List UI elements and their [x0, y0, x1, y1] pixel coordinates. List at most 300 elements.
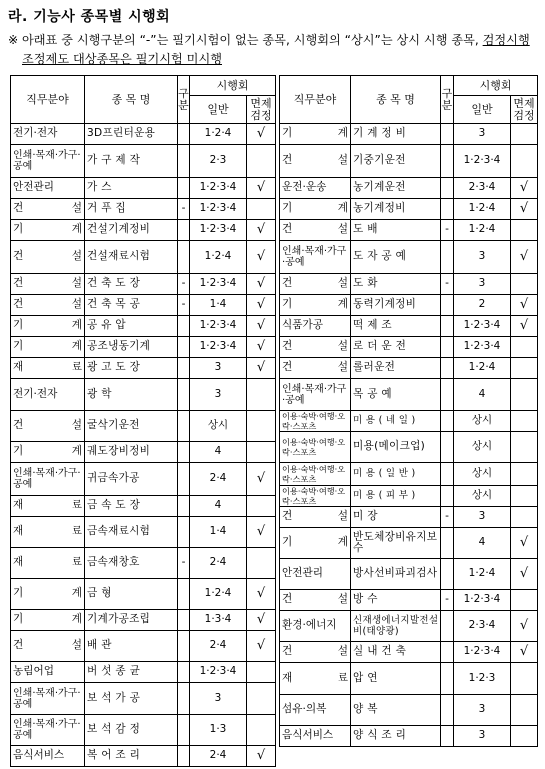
schedule-cell: 1·2·3·4: [190, 178, 247, 199]
item-cell: 떡 제 조: [351, 316, 441, 337]
schedule-cell: 상시: [454, 486, 511, 507]
field-cell: 이용·숙박·여행·오락·스포츠: [280, 463, 351, 486]
field-cell: 기 계: [11, 579, 85, 610]
table-row: [11, 715, 276, 746]
note-underlined-text: 검정시행 조정제도 대상종목은 필기시험 미시행: [22, 33, 530, 66]
schedule-cell: 2·3: [190, 145, 247, 178]
exempt-check-cell: [247, 548, 276, 579]
field-cell: 음식서비스: [11, 746, 85, 767]
exempt-check-cell: √: [247, 241, 276, 274]
field-cell: 기 계: [280, 199, 351, 220]
item-cell: 실 내 건 축: [351, 642, 441, 663]
table-row: [11, 517, 276, 548]
header-division: 구분: [441, 76, 454, 124]
division-cell: [178, 241, 190, 274]
table-row: [11, 610, 276, 631]
exempt-check-cell: √: [247, 358, 276, 379]
field-cell: 안전관리: [11, 178, 85, 199]
table-row: [11, 631, 276, 662]
schedule-cell: 4: [190, 442, 247, 463]
item-cell: 농기계운전: [351, 178, 441, 199]
schedule-cell: 1·2·4: [190, 124, 247, 145]
schedule-cell: 4: [190, 496, 247, 517]
exempt-check-cell: [511, 358, 538, 379]
table-row: [280, 337, 538, 358]
exempt-check-cell: [511, 411, 538, 432]
division-cell: [178, 715, 190, 746]
division-cell: [178, 124, 190, 145]
header-field: 직무분야: [11, 76, 85, 124]
table-row: [11, 662, 276, 683]
division-cell: [441, 337, 454, 358]
item-cell: 기 계 정 비: [351, 124, 441, 145]
item-cell: 가 스: [85, 178, 178, 199]
exempt-check-cell: [247, 683, 276, 715]
division-cell: [178, 337, 190, 358]
schedule-cell: 1·3·4: [190, 610, 247, 631]
exempt-check-cell: [511, 695, 538, 726]
table-row: [280, 611, 538, 642]
table-row: [280, 178, 538, 199]
schedule-cell: 1·2·3·4: [190, 274, 247, 295]
exempt-check-cell: √: [247, 631, 276, 662]
table-row: [11, 220, 276, 241]
item-cell: 압 연: [351, 663, 441, 695]
exempt-check-cell: √: [247, 463, 276, 496]
field-cell: 건 설: [11, 199, 85, 220]
division-cell: [178, 517, 190, 548]
division-cell: [441, 695, 454, 726]
schedule-cell: 1·2·4: [454, 559, 511, 590]
field-cell: 인쇄·목재·가구·공예: [11, 145, 85, 178]
table-row: [11, 199, 276, 220]
exempt-check-cell: √: [247, 610, 276, 631]
exempt-check-cell: [247, 662, 276, 683]
schedule-cell: 3: [454, 726, 511, 747]
exempt-check-cell: √: [247, 517, 276, 548]
exempt-check-cell: √: [247, 178, 276, 199]
field-cell: 건 설: [11, 295, 85, 316]
division-cell: [441, 432, 454, 463]
schedule-cell: 상시: [454, 432, 511, 463]
schedule-cell: 1·2·3·4: [190, 337, 247, 358]
item-cell: 로 더 운 전: [351, 337, 441, 358]
field-cell: 재 료: [11, 358, 85, 379]
field-cell: 기 계: [11, 316, 85, 337]
header-division: 구분: [178, 76, 190, 124]
table-row: [280, 358, 538, 379]
field-cell: 재 료: [11, 496, 85, 517]
division-cell: [441, 611, 454, 642]
table-row: [280, 220, 538, 241]
field-cell: 전기·전자: [11, 124, 85, 145]
schedule-cell: 1·2·3: [454, 663, 511, 695]
division-cell: [441, 726, 454, 747]
field-cell: 건 설: [280, 274, 351, 295]
schedule-cell: 상시: [190, 411, 247, 442]
right-table-body: [280, 124, 538, 747]
note-text: 아래표 중 시행구분의 “-”는 필기시험이 없는 종목, 시행회의 “상시”는 상시 시행 종목,: [22, 33, 483, 47]
division-cell: [441, 241, 454, 274]
division-cell: [441, 528, 454, 559]
field-cell: 건 설: [280, 220, 351, 241]
division-cell: -: [178, 548, 190, 579]
exempt-check-cell: [511, 220, 538, 241]
division-cell: [178, 463, 190, 496]
item-cell: 양 복: [351, 695, 441, 726]
schedule-cell: 1·2·4: [454, 220, 511, 241]
item-cell: 공 유 압: [85, 316, 178, 337]
schedule-cell: 2·4: [190, 463, 247, 496]
division-cell: [178, 358, 190, 379]
exempt-check-cell: √: [247, 220, 276, 241]
division-cell: [441, 178, 454, 199]
item-cell: 공조냉동기계: [85, 337, 178, 358]
schedule-cell: 1·2·3·4: [190, 316, 247, 337]
exempt-check-cell: √: [511, 178, 538, 199]
field-cell: 기 계: [280, 124, 351, 145]
schedule-cell: 2·4: [190, 746, 247, 767]
item-cell: 미용(메이크업): [351, 432, 441, 463]
item-cell: 기계가공조립: [85, 610, 178, 631]
schedule-cell: 4: [454, 379, 511, 411]
field-cell: 기 계: [11, 610, 85, 631]
item-cell: 건설기계정비: [85, 220, 178, 241]
table-row: [280, 274, 538, 295]
exempt-check-cell: √: [511, 295, 538, 316]
item-cell: 방사선비파괴검사: [351, 559, 441, 590]
division-cell: [441, 358, 454, 379]
field-cell: 건 설: [280, 145, 351, 178]
table-row: [280, 507, 538, 528]
schedule-cell: 상시: [454, 463, 511, 486]
table-row: [280, 145, 538, 178]
field-cell: 환경·에너지: [280, 611, 351, 642]
table-row: [11, 124, 276, 145]
item-cell: 굴삭기운전: [85, 411, 178, 442]
division-cell: [178, 662, 190, 683]
item-cell: 광 고 도 장: [85, 358, 178, 379]
exempt-check-cell: √: [247, 579, 276, 610]
table-row: [280, 695, 538, 726]
table-row: [11, 337, 276, 358]
schedule-cell: 3: [454, 241, 511, 274]
exempt-check-cell: √: [247, 274, 276, 295]
division-cell: [178, 379, 190, 411]
table-row: [11, 746, 276, 767]
item-cell: 가 구 제 작: [85, 145, 178, 178]
item-cell: 롤러운전: [351, 358, 441, 379]
field-cell: 인쇄·목재·가구·공예: [280, 241, 351, 274]
exempt-check-cell: [247, 442, 276, 463]
schedule-cell: 2·3·4: [454, 611, 511, 642]
exempt-check-cell: √: [511, 611, 538, 642]
item-cell: 건 축 목 공: [85, 295, 178, 316]
exempt-check-cell: [247, 379, 276, 411]
field-cell: 기 계: [11, 220, 85, 241]
table-row: [11, 379, 276, 411]
division-cell: [178, 746, 190, 767]
exempt-check-cell: [511, 590, 538, 611]
schedule-cell: 4: [454, 528, 511, 559]
exempt-check-cell: [247, 411, 276, 442]
header-general: 일반: [454, 96, 511, 124]
field-cell: 전기·전자: [11, 379, 85, 411]
schedule-cell: 1·3: [190, 715, 247, 746]
header-field: 직무분야: [280, 76, 351, 124]
table-row: [11, 548, 276, 579]
schedule-cell: 1·2·4: [454, 358, 511, 379]
table-row: [11, 579, 276, 610]
field-cell: 이용·숙박·여행·오락·스포츠: [280, 486, 351, 507]
item-cell: 농기계정비: [351, 199, 441, 220]
field-cell: 재 료: [11, 548, 85, 579]
item-cell: 궤도장비정비: [85, 442, 178, 463]
table-row: [11, 683, 276, 715]
item-cell: 도 배: [351, 220, 441, 241]
table-row: [280, 316, 538, 337]
division-cell: [178, 442, 190, 463]
field-cell: 건 설: [11, 274, 85, 295]
schedule-cell: 3: [190, 379, 247, 411]
item-cell: 건설재료시험: [85, 241, 178, 274]
schedule-cell: 3: [190, 683, 247, 715]
header-item: 종 목 명: [85, 76, 178, 124]
division-cell: [178, 610, 190, 631]
item-cell: 신재생에너지발전설비(태양광): [351, 611, 441, 642]
item-cell: 도 화: [351, 274, 441, 295]
exempt-check-cell: [511, 379, 538, 411]
exempt-check-cell: √: [511, 559, 538, 590]
field-cell: 재 료: [280, 663, 351, 695]
exempt-check-cell: [511, 486, 538, 507]
schedule-cell: 1·2·4: [190, 241, 247, 274]
table-row: [11, 241, 276, 274]
schedule-cell: 3: [454, 274, 511, 295]
field-cell: 건 설: [11, 241, 85, 274]
schedule-cell: 1·2·3·4: [454, 316, 511, 337]
field-cell: 섬유·의복: [280, 695, 351, 726]
section-title: 라. 기능사 종목별 시행회: [8, 9, 171, 25]
division-cell: [441, 295, 454, 316]
exempt-check-cell: [511, 463, 538, 486]
schedule-cell: 1·4: [190, 517, 247, 548]
field-cell: 식품가공: [280, 316, 351, 337]
item-cell: 복 어 조 리: [85, 746, 178, 767]
division-cell: -: [441, 220, 454, 241]
field-cell: 재 료: [11, 517, 85, 548]
schedule-cell: 1·2·3·4: [190, 662, 247, 683]
field-cell: 건 설: [11, 411, 85, 442]
item-cell: 거 푸 집: [85, 199, 178, 220]
item-cell: 미 용 ( 피 부 ): [351, 486, 441, 507]
division-cell: -: [441, 507, 454, 528]
division-cell: [441, 486, 454, 507]
table-row: [280, 432, 538, 463]
table-row: [280, 411, 538, 432]
table-row: [280, 528, 538, 559]
table-row: [11, 358, 276, 379]
header-item: 종 목 명: [351, 76, 441, 124]
item-cell: 기중기운전: [351, 145, 441, 178]
item-cell: 방 수: [351, 590, 441, 611]
division-cell: -: [441, 274, 454, 295]
field-cell: 운전·운송: [280, 178, 351, 199]
table-row: [11, 442, 276, 463]
division-cell: [178, 220, 190, 241]
division-cell: [441, 124, 454, 145]
item-cell: 목 공 예: [351, 379, 441, 411]
division-cell: [441, 316, 454, 337]
field-cell: 건 설: [280, 642, 351, 663]
schedule-cell: 상시: [454, 411, 511, 432]
division-cell: [441, 145, 454, 178]
division-cell: [178, 579, 190, 610]
exempt-check-cell: [511, 124, 538, 145]
schedule-cell: 2·4: [190, 548, 247, 579]
schedule-cell: 3: [454, 507, 511, 528]
field-cell: 음식서비스: [280, 726, 351, 747]
item-cell: 3D프린터운용: [85, 124, 178, 145]
division-cell: [178, 496, 190, 517]
exempt-check-cell: √: [511, 199, 538, 220]
division-cell: [178, 178, 190, 199]
table-row: [280, 726, 538, 747]
table-row: [280, 486, 538, 507]
item-cell: 금속재창호: [85, 548, 178, 579]
field-cell: 기 계: [280, 295, 351, 316]
left-table-body: [11, 124, 276, 767]
table-row: [11, 463, 276, 496]
table-row: [11, 295, 276, 316]
exempt-check-cell: [511, 432, 538, 463]
exempt-check-cell: [511, 726, 538, 747]
division-cell: [441, 379, 454, 411]
exempt-check-cell: √: [511, 316, 538, 337]
division-cell: [441, 199, 454, 220]
exempt-check-cell: [247, 715, 276, 746]
table-row: [11, 496, 276, 517]
schedule-cell: 2·3·4: [454, 178, 511, 199]
schedule-cell: 1·4: [190, 295, 247, 316]
exempt-check-cell: √: [247, 316, 276, 337]
header-exempt: 면제검정: [247, 96, 276, 124]
header-schedule: 시행회: [454, 76, 538, 96]
exempt-check-cell: [511, 507, 538, 528]
division-cell: [178, 631, 190, 662]
schedule-cell: 1·2·3·4: [454, 642, 511, 663]
field-cell: 이용·숙박·여행·오락·스포츠: [280, 432, 351, 463]
table-row: [280, 590, 538, 611]
exempt-check-cell: [511, 337, 538, 358]
division-cell: [441, 411, 454, 432]
item-cell: 건 축 도 장: [85, 274, 178, 295]
exempt-check-cell: [247, 199, 276, 220]
table-row: [280, 642, 538, 663]
schedule-cell: 3: [190, 358, 247, 379]
exempt-check-cell: √: [247, 337, 276, 358]
item-cell: 보 석 가 공: [85, 683, 178, 715]
exempt-check-cell: [511, 145, 538, 178]
table-note: [8, 31, 540, 69]
table-row: [280, 463, 538, 486]
table-row: [280, 199, 538, 220]
table-row: [280, 559, 538, 590]
header-general: 일반: [190, 96, 247, 124]
division-cell: [178, 316, 190, 337]
exempt-check-cell: √: [511, 241, 538, 274]
item-cell: 금속재료시험: [85, 517, 178, 548]
schedule-cell: 1·2·4: [190, 579, 247, 610]
division-cell: [178, 145, 190, 178]
division-cell: -: [178, 274, 190, 295]
table-row: [280, 663, 538, 695]
table-row: [11, 145, 276, 178]
division-cell: [178, 683, 190, 715]
field-cell: 건 설: [280, 590, 351, 611]
table-row: [11, 178, 276, 199]
item-cell: 양 식 조 리: [351, 726, 441, 747]
table-row: [280, 241, 538, 274]
field-cell: 인쇄·목재·가구·공예: [11, 463, 85, 496]
schedule-cell: 1·2·3·4: [454, 145, 511, 178]
item-cell: 금 속 도 장: [85, 496, 178, 517]
header-schedule: 시행회: [190, 76, 276, 96]
table-row: [280, 295, 538, 316]
table-row: [11, 274, 276, 295]
field-cell: 건 설: [280, 358, 351, 379]
schedule-cell: 3: [454, 124, 511, 145]
field-cell: 이용·숙박·여행·오락·스포츠: [280, 411, 351, 432]
note-mark: ※: [8, 33, 19, 47]
item-cell: 도 자 공 예: [351, 241, 441, 274]
field-cell: 기 계: [11, 442, 85, 463]
table-row: [280, 124, 538, 145]
schedule-cell: 2·4: [190, 631, 247, 662]
field-cell: 기 계: [280, 528, 351, 559]
item-cell: 배 관: [85, 631, 178, 662]
division-cell: -: [178, 199, 190, 220]
division-cell: [441, 642, 454, 663]
item-cell: 미 용 ( 네 일 ): [351, 411, 441, 432]
division-cell: [178, 411, 190, 442]
item-cell: 미 용 ( 일 반 ): [351, 463, 441, 486]
item-cell: 반도체장비유지보수: [351, 528, 441, 559]
item-cell: 광 학: [85, 379, 178, 411]
exempt-check-cell: [247, 145, 276, 178]
field-cell: 인쇄·목재·가구·공예: [11, 683, 85, 715]
item-cell: 미 장: [351, 507, 441, 528]
exempt-check-cell: [511, 663, 538, 695]
exempt-check-cell: √: [247, 295, 276, 316]
schedule-cell: 1·2·4: [454, 199, 511, 220]
item-cell: 금 형: [85, 579, 178, 610]
field-cell: 인쇄·목재·가구·공예: [11, 715, 85, 746]
schedule-cell: 2: [454, 295, 511, 316]
item-cell: 보 석 감 정: [85, 715, 178, 746]
exempt-check-cell: [247, 496, 276, 517]
table-row: [11, 411, 276, 442]
exempt-check-cell: √: [247, 124, 276, 145]
right-schedule-table: [279, 75, 538, 747]
item-cell: 귀금속가공: [85, 463, 178, 496]
division-cell: [441, 463, 454, 486]
division-cell: -: [441, 590, 454, 611]
field-cell: 건 설: [280, 507, 351, 528]
field-cell: 건 설: [11, 631, 85, 662]
item-cell: 버 섯 종 균: [85, 662, 178, 683]
schedule-cell: 1·2·3·4: [454, 337, 511, 358]
